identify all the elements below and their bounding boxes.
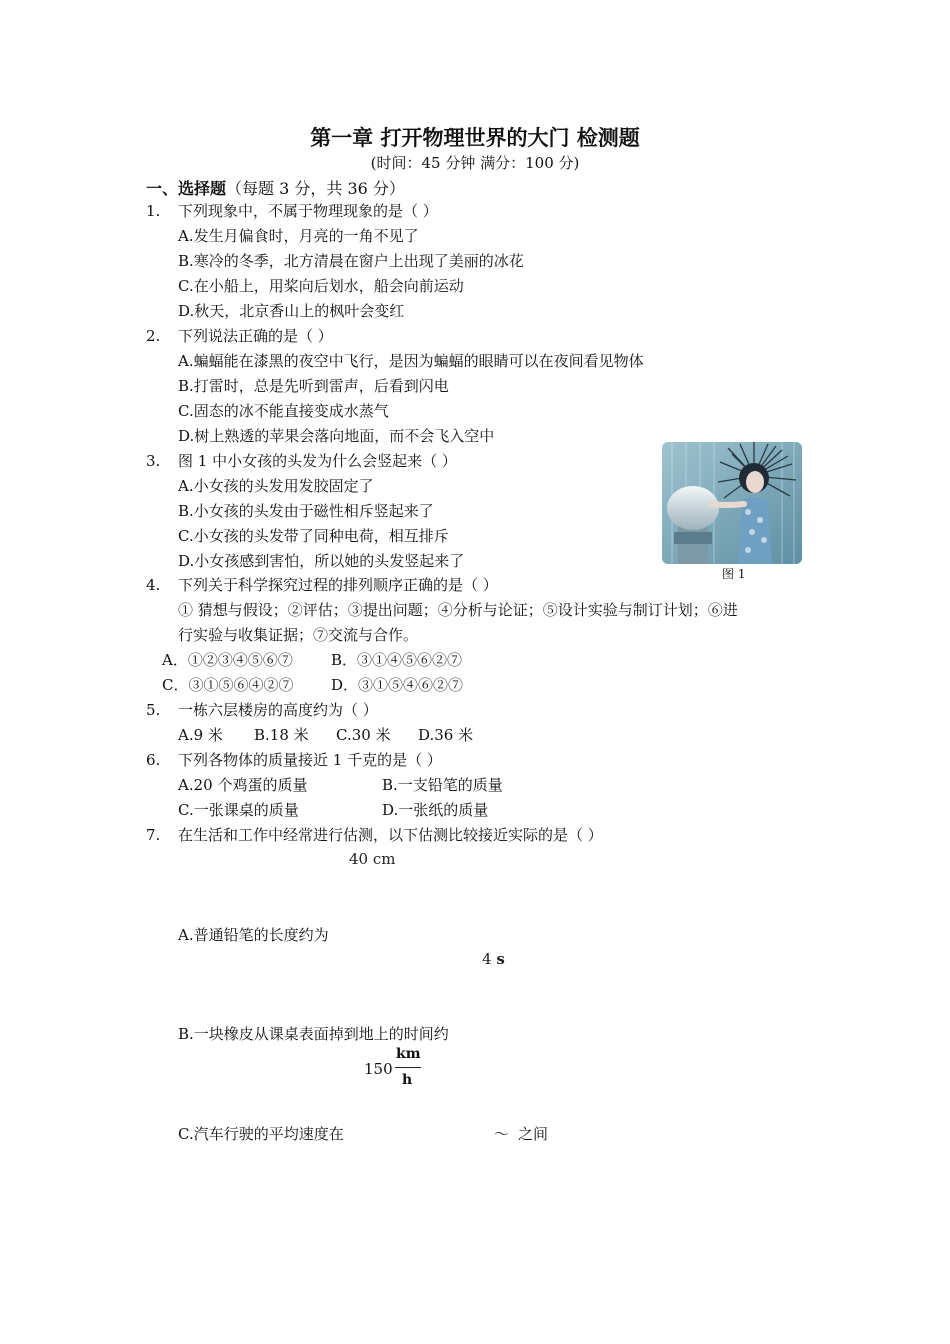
option: C.固态的冰不能直接变成水蒸气 [178,402,389,420]
option: D.小女孩感到害怕，所以她的头发竖起来了 [178,552,465,570]
figure-caption: 图 1 [722,567,746,581]
option: D.树上熟透的苹果会落向地面，而不会飞入空中 [178,427,495,445]
option: A.9 米 [178,726,223,744]
question-text: 下列说法正确的是（ ） [178,327,333,345]
option: A.普通铅笔的长度约为 [178,926,329,944]
option: D.一张纸的质量 [382,801,489,819]
option: C.汽车行驶的平均速度在 [178,1125,344,1143]
option: C.一张课桌的质量 [178,801,299,819]
math-speed-denominator: h [402,1072,413,1088]
option: B.18 米 [254,726,309,744]
question-body: 行实验与收集证据；⑦交流与合作。 [178,626,419,644]
option: A．①②③④⑤⑥⑦ [162,651,293,669]
section-heading [146,176,405,199]
question-number: 2. [146,327,161,345]
page-subtitle: (时间：45 分钟 满分：100 分) [370,154,580,172]
option: A.小女孩的头发用发胶固定了 [178,477,374,495]
option-tail: 之间 [518,1125,549,1143]
fraction-bar [395,1067,421,1068]
option: B．③①④⑤⑥②⑦ [331,651,463,669]
math-time-number: 4 [482,950,492,968]
option: A.发生月偏食时，月亮的一角不见了 [178,227,419,245]
tilde-symbol: ～ [494,1125,510,1143]
question-text: 下列关于科学探究过程的排列顺序正确的是（ ） [178,576,498,594]
option: B.一支铅笔的质量 [382,776,503,794]
math-length: 40 cm [349,850,396,868]
option: C.小女孩的头发带了同种电荷，相互排斥 [178,527,449,545]
question-number: 1. [146,202,161,220]
question-text: 在生活和工作中经常进行估测，以下估测比较接近实际的是（ ） [178,826,603,844]
question-number: 4. [146,576,161,594]
option: D.36 米 [418,726,474,744]
question-body: ① 猜想与假设；②评估；③提出问题；④分析与论证；⑤设计实验与制订计划；⑥进 [178,601,738,619]
option: D．③①⑤④⑥②⑦ [331,676,464,694]
option: C.30 米 [336,726,391,744]
section-note: （每题 3 分，共 36 分） [226,179,405,198]
option: B.一块橡皮从课桌表面掉到地上的时间约 [178,1025,449,1043]
math-time-unit: s [496,950,505,968]
option: A.蝙蝠能在漆黑的夜空中飞行，是因为蝙蝠的眼睛可以在夜间看见物体 [178,352,644,370]
math-speed-numerator: km [396,1046,421,1062]
option: B.小女孩的头发由于磁性相斥竖起来了 [178,502,434,520]
question-number: 7. [146,826,161,844]
option: C．③①⑤⑥④②⑦ [162,676,294,694]
option: A.20 个鸡蛋的质量 [178,776,308,794]
question-text: 下列各物体的质量接近 1 千克的是（ ） [178,751,442,769]
math-time [482,950,505,968]
question-text: 一栋六层楼房的高度约为（ ） [178,701,378,719]
section-title: 一、选择题 [146,179,227,198]
question-number: 6. [146,751,161,769]
figure-girl-static-hair [662,442,802,564]
question-text: 图 1 中小女孩的头发为什么会竖起来（ ） [178,452,457,470]
option: B.寒冷的冬季，北方清晨在窗户上出现了美丽的冰花 [178,252,524,270]
figure-image [662,442,802,564]
option: D.秋天，北京香山上的枫叶会变红 [178,302,405,320]
page-title: 第一章 打开物理世界的大门 检测题 [310,125,640,150]
question-number: 3. [146,452,161,470]
question-number: 5. [146,701,161,719]
question-text: 下列现象中，不属于物理现象的是（ ） [178,202,438,220]
option: B.打雷时，总是先听到雷声，后看到闪电 [178,377,449,395]
math-speed-number: 150 [364,1060,393,1078]
option: C.在小船上，用桨向后划水，船会向前运动 [178,277,464,295]
